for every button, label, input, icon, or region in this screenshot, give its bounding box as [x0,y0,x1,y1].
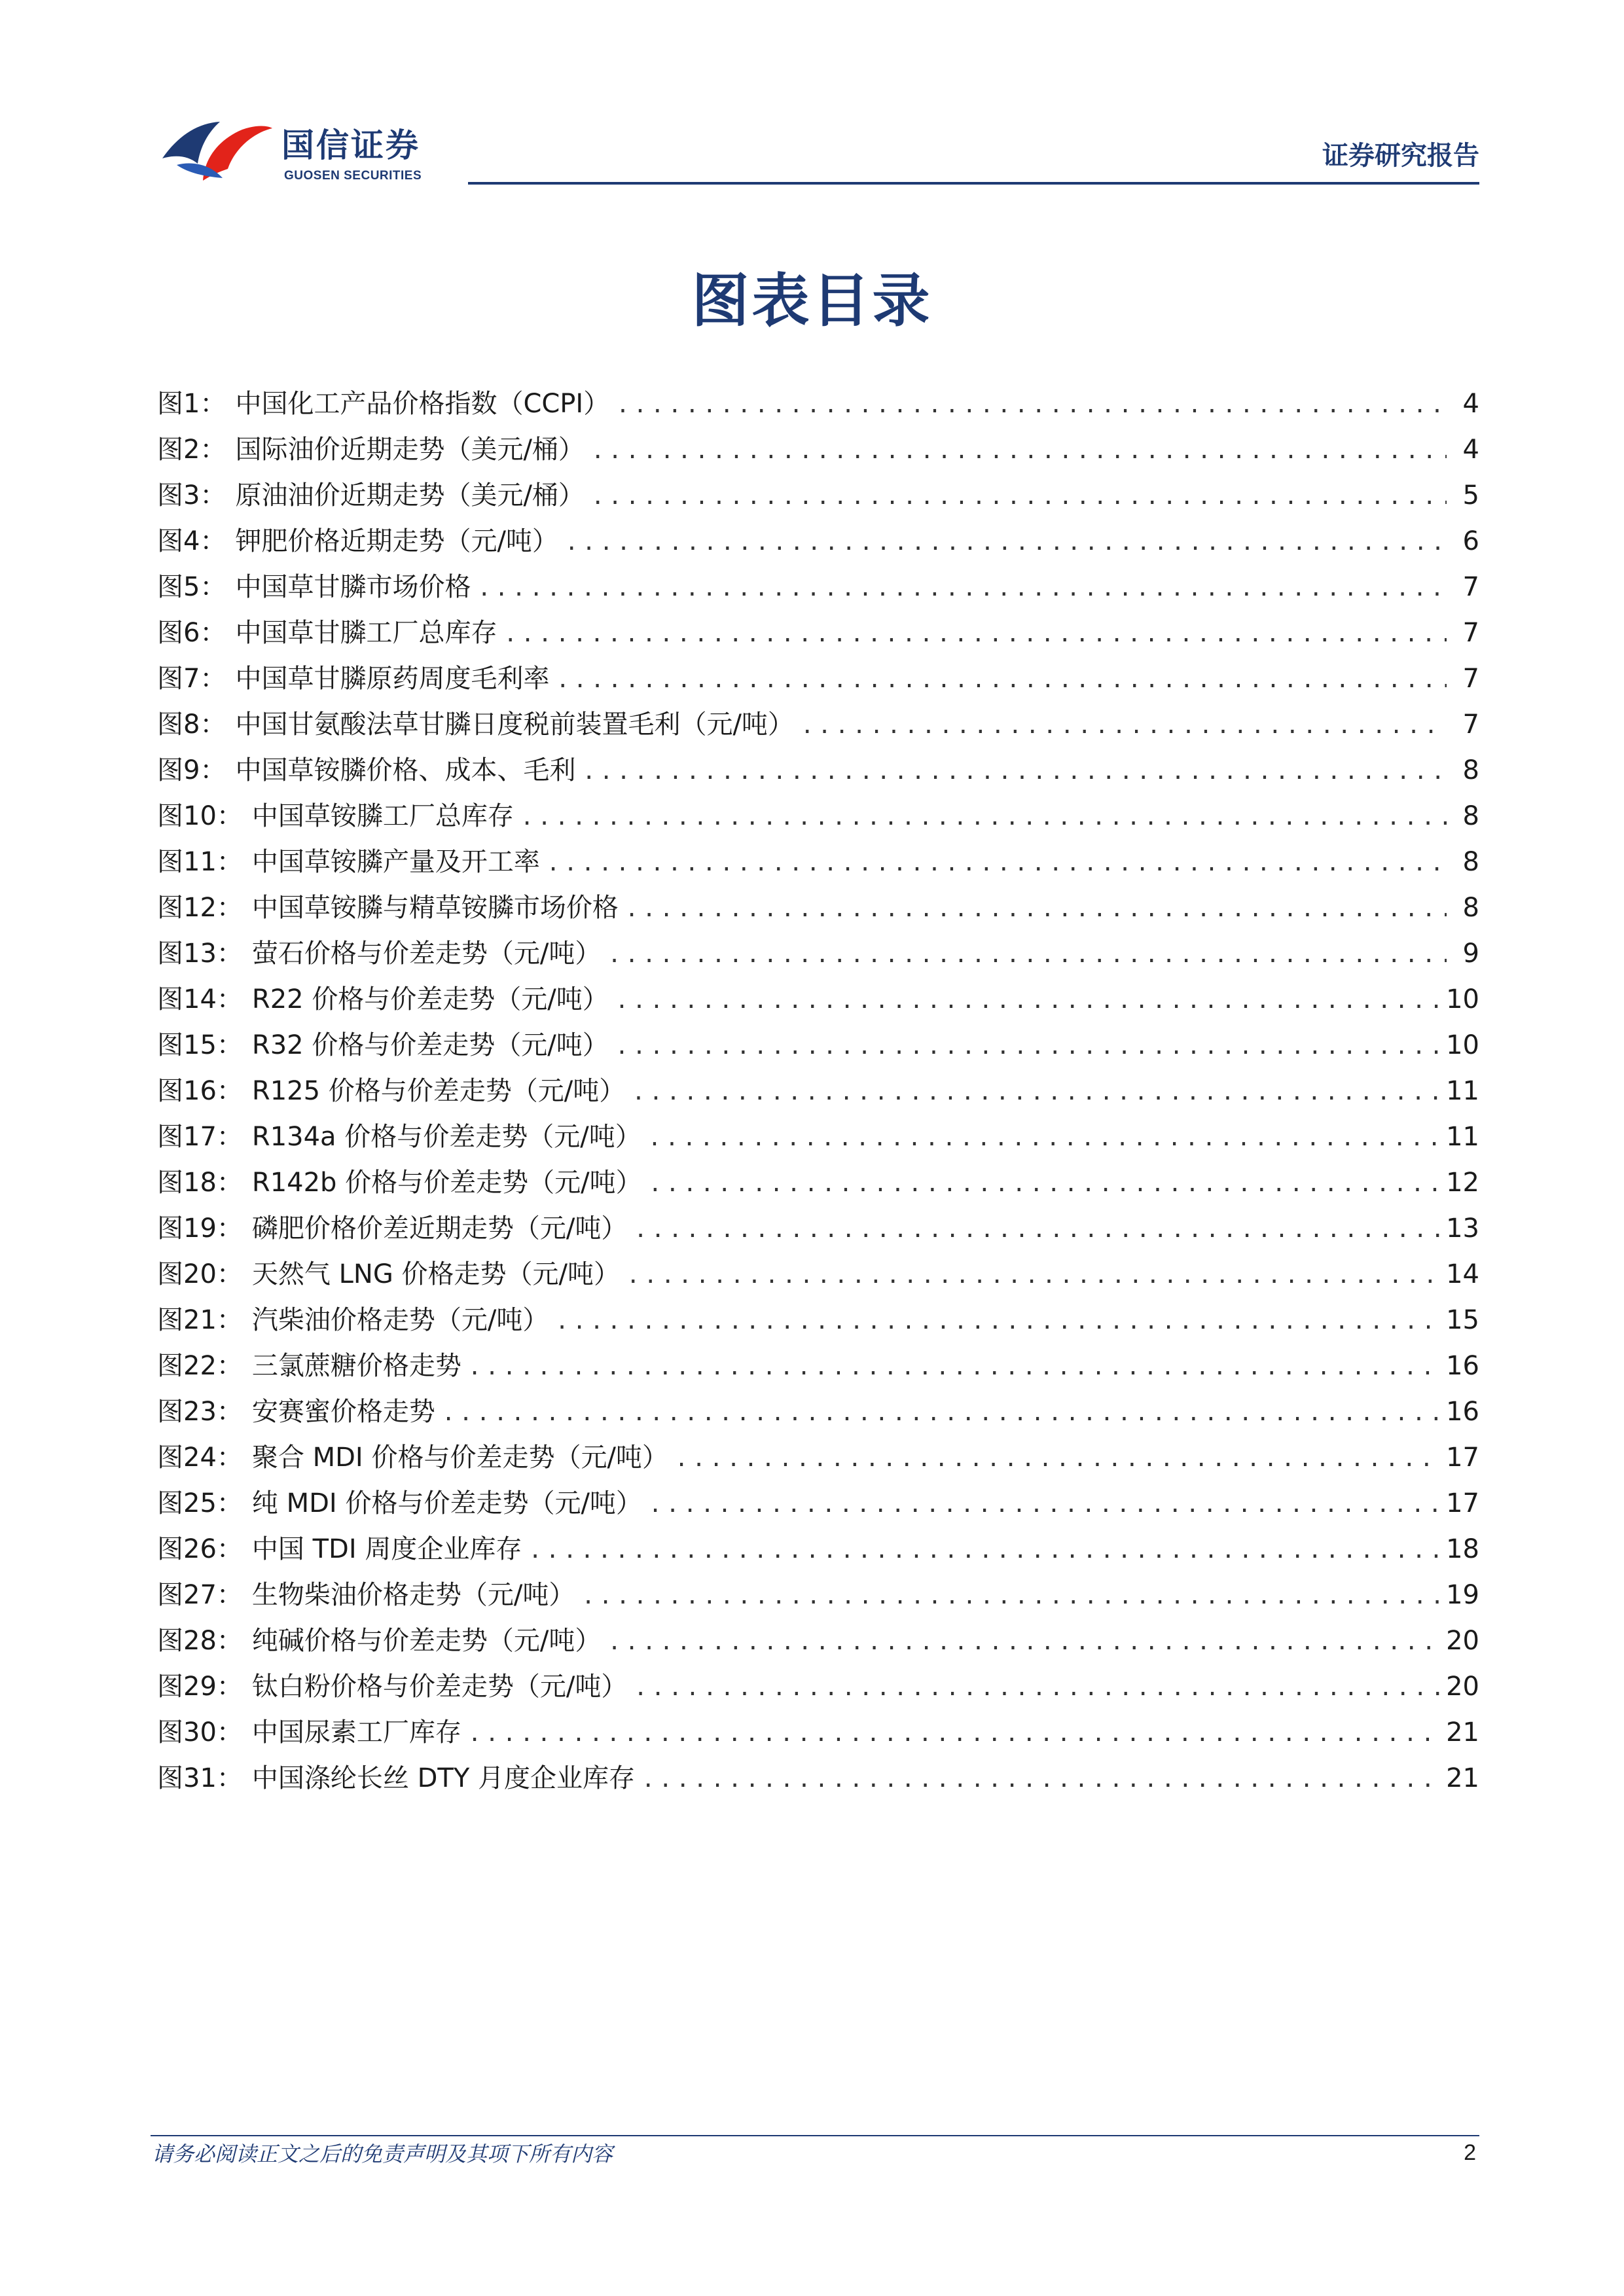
toc-entry-page-number: 10 [1446,984,1479,1014]
toc-dot-leader [528,1528,1439,1573]
toc-entry-label: 图31： [157,1763,243,1793]
toc-entry-label: 图12： [157,893,243,923]
toc-entry-label: 图14： [157,984,243,1014]
toc-entry-label: 图7： [157,664,226,694]
toc-entry-label: 图2： [157,435,226,465]
toc-dot-leader [477,565,1447,611]
toc-entry-page-number: 21 [1446,1763,1479,1793]
toc-entry-label: 图26： [157,1534,243,1564]
toc-entry[interactable] [157,702,1479,747]
toc-entry[interactable] [157,1343,1479,1389]
toc-entry-page-number: 10 [1446,1030,1479,1060]
toc-entry[interactable] [157,1526,1479,1572]
toc-entry[interactable] [157,977,1479,1022]
toc-entry-page-number: 4 [1462,435,1479,465]
toc-entry-title: 中国草甘膦原药周度毛利率 [235,664,550,694]
toc-entry[interactable] [157,1710,1479,1755]
toc-entry-label: 图20： [157,1259,243,1289]
toc-entry-label: 图23： [157,1397,243,1427]
toc-dot-leader [442,1390,1439,1436]
guosen-logo [157,118,439,183]
toc-entry-title: 萤石价格与价差走势（元/吨） [251,939,602,969]
toc-entry[interactable] [157,564,1479,610]
toc-entry-label: 图27： [157,1580,243,1610]
toc-entry[interactable] [157,610,1479,656]
toc-entry-label: 图30： [157,1717,243,1748]
toc-dot-leader [520,795,1447,840]
logo-english-name: GUOSEN SECURITIES [284,169,422,183]
toc-entry-page-number: 7 [1462,709,1479,740]
toc-entry-page-number: 8 [1462,893,1479,923]
toc-dot-leader [607,932,1447,978]
toc-entry[interactable] [157,1068,1479,1114]
page-header [157,111,1479,190]
toc-entry[interactable] [157,1618,1479,1664]
page-number: 2 [1464,2140,1476,2165]
toc-entry-label: 图8： [157,709,226,740]
toc-entry-label: 图24： [157,1443,243,1473]
toc-entry-page-number: 7 [1462,572,1479,602]
toc-entry-title: 纯碱价格与价差走势（元/吨） [251,1626,602,1656]
toc-entry-title: 三氯蔗糖价格走势 [251,1351,461,1381]
toc-entry-label: 图13： [157,939,243,969]
toc-entry-page-number: 8 [1462,847,1479,877]
page-title: 图表目录 [691,267,933,334]
toc-entry[interactable] [157,839,1479,885]
toc-entry-label: 图11： [157,847,243,877]
toc-entry-page-number: 20 [1446,1672,1479,1702]
toc-dot-leader [556,657,1447,703]
report-type-label: 证券研究报告 [1322,141,1479,171]
toc-dot-leader [625,886,1447,932]
toc-entry-title: 中国尿素工厂库存 [251,1717,461,1748]
toc-entry-page-number: 18 [1446,1534,1479,1564]
toc-entry-title: R125 价格与价差走势（元/吨） [251,1076,626,1106]
toc-dot-leader [555,1299,1439,1344]
toc-entry[interactable] [157,1160,1479,1206]
toc-dot-leader [616,382,1447,428]
toc-entry-page-number: 11 [1446,1122,1479,1152]
toc-entry[interactable] [157,931,1479,977]
toc-entry[interactable] [157,1755,1479,1801]
toc-entry-page-number: 14 [1446,1259,1479,1289]
toc-entry-page-number: 13 [1446,1213,1479,1244]
toc-entry-title: R142b 价格与价差走势（元/吨） [251,1168,642,1198]
toc-dot-leader [801,703,1447,749]
toc-entry-label: 图18： [157,1168,243,1198]
toc-entry-label: 图4： [157,526,226,556]
logo-chinese-name: 国信证券 [281,126,420,164]
toc-entry-page-number: 7 [1462,618,1479,648]
toc-entry[interactable] [157,747,1479,793]
toc-entry[interactable] [157,656,1479,702]
footer-divider [151,2135,1479,2136]
toc-dot-leader [591,428,1447,474]
toc-entry-title: 天然气 LNG 价格走势（元/吨） [251,1259,621,1289]
toc-dot-leader [503,611,1447,657]
toc-entry-page-number: 17 [1446,1488,1479,1518]
toc-entry-page-number: 8 [1462,755,1479,785]
toc-entry[interactable] [157,1664,1479,1710]
toc-entry[interactable] [157,518,1479,564]
toc-entry-title: R134a 价格与价差走势（元/吨） [251,1122,641,1152]
toc-entry-title: 中国甘氨酸法草甘膦日度税前装置毛利（元/吨） [235,709,794,740]
toc-entry-label: 图25： [157,1488,243,1518]
toc-entry-title: 中国涤纶长丝 DTY 月度企业库存 [251,1763,636,1793]
toc-dot-leader [649,1482,1439,1528]
toc-entry-title: 国际油价近期走势（美元/桶） [235,435,585,465]
toc-entry-title: 中国化工产品价格指数（CCPI） [235,389,610,419]
toc-dot-leader [581,1573,1439,1619]
toc-entry-page-number: 20 [1446,1626,1479,1656]
toc-entry[interactable] [157,1206,1479,1251]
toc-dot-leader [649,1161,1439,1207]
toc-entry-title: 生物柴油价格走势（元/吨） [251,1580,575,1610]
toc-entry-label: 图29： [157,1672,243,1702]
toc-entry-label: 图21： [157,1305,243,1335]
toc-entry-label: 图19： [157,1213,243,1244]
toc-entry-label: 图9： [157,755,226,785]
toc-dot-leader [582,749,1447,795]
toc-dot-leader [675,1436,1439,1482]
toc-entry-page-number: 5 [1462,480,1479,511]
toc-entry-page-number: 16 [1446,1397,1479,1427]
toc-entry-label: 图10： [157,801,243,831]
toc-entry-page-number: 7 [1462,664,1479,694]
toc-entry-title: 中国草铵膦与精草铵膦市场价格 [251,893,619,923]
toc-entry[interactable] [157,427,1479,473]
toc-entry[interactable] [157,885,1479,931]
toc-entry-page-number: 21 [1446,1717,1479,1748]
toc-entry[interactable] [157,1251,1479,1297]
toc-entry-label: 图15： [157,1030,243,1060]
toc-entry-title: 纯 MDI 价格与价差走势（元/吨） [251,1488,642,1518]
figure-index-list [157,381,1479,1801]
toc-entry-label: 图28： [157,1626,243,1656]
toc-entry-title: R22 价格与价差走势（元/吨） [251,984,609,1014]
toc-dot-leader [468,1711,1439,1757]
toc-dot-leader [607,1619,1439,1665]
toc-entry-title: 中国草铵膦价格、成本、毛利 [235,755,576,785]
toc-entry-title: R32 价格与价差走势（元/吨） [251,1030,609,1060]
toc-entry-page-number: 4 [1462,389,1479,419]
toc-dot-leader [634,1207,1439,1253]
toc-entry-title: 中国草铵膦工厂总库存 [251,801,514,831]
toc-entry-page-number: 8 [1462,801,1479,831]
toc-entry-page-number: 12 [1446,1168,1479,1198]
toc-entry-page-number: 16 [1446,1351,1479,1381]
header-divider [468,182,1479,185]
toc-entry[interactable] [157,1114,1479,1160]
toc-dot-leader [641,1757,1439,1803]
toc-entry-label: 图5： [157,572,226,602]
toc-entry-label: 图3： [157,480,226,511]
toc-entry-title: 汽柴油价格走势（元/吨） [251,1305,549,1335]
toc-entry-title: 中国 TDI 周度企业库存 [251,1534,522,1564]
toc-entry-title: 磷肥价格价差近期走势（元/吨） [251,1213,628,1244]
toc-entry-label: 图1： [157,389,226,419]
toc-entry-page-number: 19 [1446,1580,1479,1610]
toc-entry[interactable] [157,1572,1479,1618]
toc-entry-title: 钛白粉价格与价差走势（元/吨） [251,1672,628,1702]
guosen-logo-icon [157,118,275,183]
toc-dot-leader [615,1024,1439,1069]
toc-entry-label: 图22： [157,1351,243,1381]
toc-entry-title: 聚合 MDI 价格与价差走势（元/吨） [251,1443,668,1473]
toc-entry-page-number: 6 [1462,526,1479,556]
toc-entry-label: 图17： [157,1122,243,1152]
toc-entry-title: 中国草甘膦工厂总库存 [235,618,497,648]
toc-entry-page-number: 9 [1462,939,1479,969]
toc-entry-title: 钾肥价格近期走势（元/吨） [235,526,558,556]
disclaimer-text: 请务必阅读正文之后的免责声明及其项下所有内容 [152,2142,613,2166]
toc-entry[interactable] [157,1480,1479,1526]
toc-dot-leader [632,1069,1439,1115]
toc-dot-leader [648,1115,1439,1161]
toc-entry[interactable] [157,473,1479,518]
toc-entry[interactable] [157,793,1479,839]
toc-entry-title: 中国草甘膦市场价格 [235,572,471,602]
toc-dot-leader [547,840,1447,886]
toc-entry-label: 图6： [157,618,226,648]
toc-dot-leader [626,1253,1439,1299]
toc-entry-title: 原油油价近期走势（美元/桶） [235,480,585,511]
toc-entry[interactable] [157,1297,1479,1343]
toc-entry-title: 安赛蜜价格走势 [251,1397,435,1427]
toc-entry-page-number: 17 [1446,1443,1479,1473]
toc-dot-leader [565,520,1447,565]
toc-entry-page-number: 11 [1446,1076,1479,1106]
toc-entry[interactable] [157,381,1479,427]
toc-entry-label: 图16： [157,1076,243,1106]
toc-entry[interactable] [157,1389,1479,1435]
toc-entry-page-number: 15 [1446,1305,1479,1335]
toc-dot-leader [468,1344,1439,1390]
toc-entry[interactable] [157,1022,1479,1068]
toc-entry[interactable] [157,1435,1479,1480]
toc-dot-leader [591,474,1447,520]
toc-dot-leader [615,978,1439,1024]
toc-entry-title: 中国草铵膦产量及开工率 [251,847,540,877]
toc-dot-leader [634,1665,1439,1711]
